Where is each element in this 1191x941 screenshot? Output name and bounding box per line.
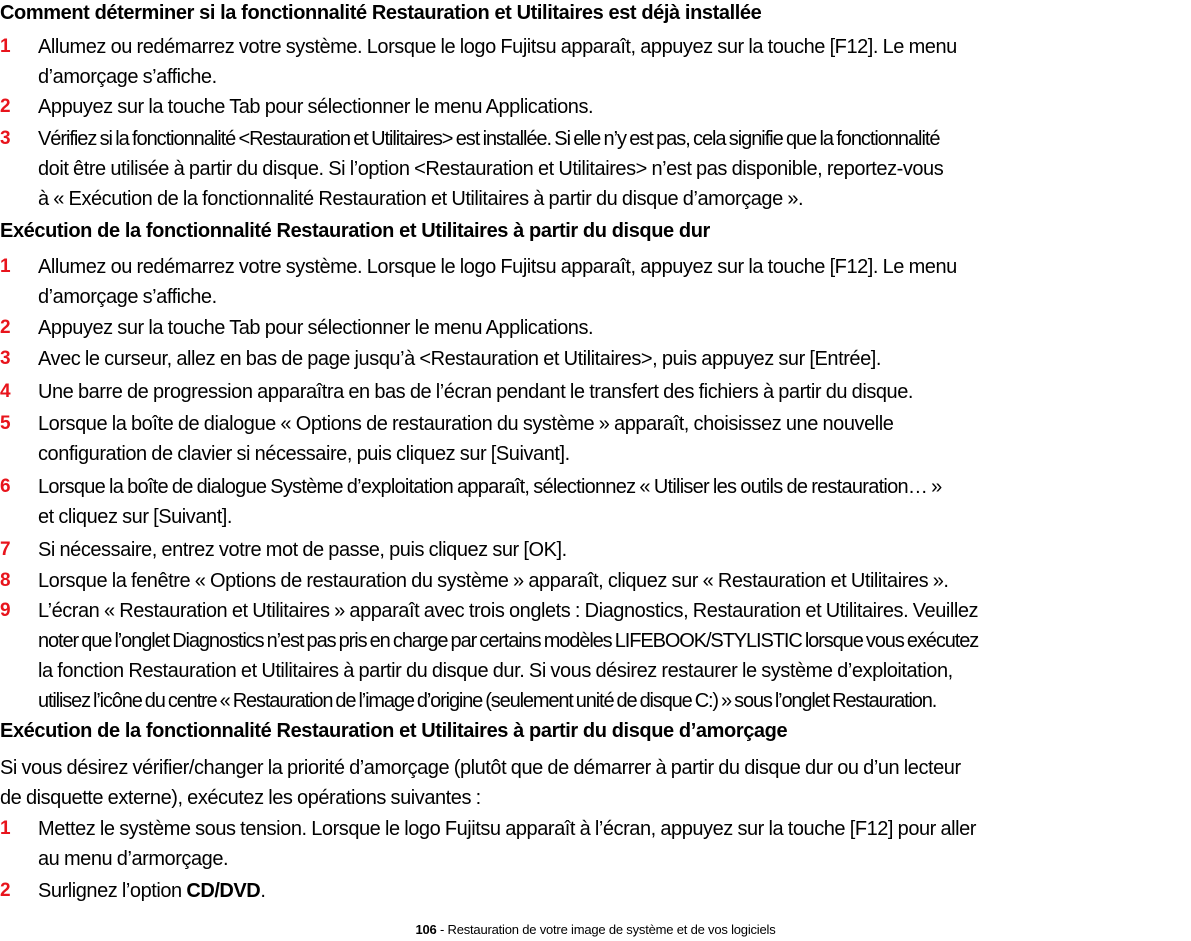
step-text: Une barre de progression apparaîtra en bas de l’écran pendant le transfert des fichiers à partir du disque.: [38, 381, 914, 403]
step-number: 7: [0, 539, 11, 560]
section-heading-hard-disk: Exécution de la fonctionnalité Restauration et Utilitaires à partir du disque dur: [0, 220, 710, 242]
step-number: 4: [0, 381, 11, 402]
list-item: [0, 252, 1191, 312]
step-number: 1: [0, 818, 11, 839]
step-text: Lorsque la boîte de dialogue « Options de restauration du système » apparaît, choisissez une nouvelle configuration de clavier si nécessaire, puis cliquez sur [Suivant].: [38, 413, 894, 465]
page-footer: [0, 920, 1191, 940]
step-text: Vérifiez si la fonctionnalité <Restauration et Utilitaires> est installée. Si elle n’y est pas, cela signifie que la fonctionnalité doit être utilisée à partir du disque. Si l’option <Restauration et Utilitaires> n’est pas disponible, reportez-vous à « Exécution de la fonctionnalité Restauration et Utilitaires à partir du disque d’amorçage ».: [38, 128, 944, 210]
page-number: 106: [415, 922, 437, 937]
intro-paragraph: Si vous désirez vérifier/changer la priorité d’amorçage (plutôt que de démarrer à partir du disque dur ou d’un lecteur de disquette externe), exécutez les opérations suivantes :: [0, 757, 961, 809]
step-text: Allumez ou redémarrez votre système. Lorsque le logo Fujitsu apparaît, appuyez sur la touche [F12]. Le menu d’amorçage s’affiche.: [38, 256, 957, 308]
step-number: 1: [0, 36, 11, 57]
step-text: Appuyez sur la touche Tab pour sélectionner le menu Applications.: [38, 317, 594, 339]
step-number: 2: [0, 96, 11, 117]
list-item: [0, 566, 1191, 596]
step-number: 6: [0, 476, 11, 497]
step-number: 3: [0, 348, 11, 369]
step-text: Allumez ou redémarrez votre système. Lorsque le logo Fujitsu apparaît, appuyez sur la touche [F12]. Le menu d’amorçage s’affiche.: [38, 36, 957, 88]
step-text: Lorsque la boîte de dialogue Système d’exploitation apparaît, sélectionnez « Utiliser les outils de restauration… » et cliquez sur [Suivant].: [38, 476, 942, 528]
list-item: [0, 409, 1191, 469]
list-item: [0, 535, 1191, 565]
list-item: [0, 32, 1191, 92]
step-text: Surlignez l’option CD/DVD.: [38, 880, 266, 902]
step-number: 2: [0, 317, 11, 338]
list-item: [0, 377, 1191, 407]
list-item: [0, 313, 1191, 343]
footer-separator: -: [436, 922, 448, 937]
list-item: [0, 596, 1191, 716]
list-item: [0, 92, 1191, 122]
step-text: L’écran « Restauration et Utilitaires » apparaît avec trois onglets : Diagnostics, Restauration et Utilitaires. Veuillez noter que l’onglet Diagnostics n’est pas pris en charge par certains modèles LIFEBOOK/STYLISTIC lorsque vous exécutez la fonction Restauration et Utilitaires à partir du disque dur. Si vous désirez restaurer le système d’exploitation, utilisez l’icône du centre « Restauration de l’image d’origine (seulement unité de disque C:) » sous l’onglet Restauration.: [38, 600, 979, 712]
step-text: Mettez le système sous tension. Lorsque le logo Fujitsu apparaît à l’écran, appuyez sur la touche [F12] pour aller au menu d’armorçage.: [38, 818, 977, 870]
step-text: Appuyez sur la touche Tab pour sélectionner le menu Applications.: [38, 96, 594, 118]
step-number: 2: [0, 880, 11, 901]
step-text: Si nécessaire, entrez votre mot de passe, puis cliquez sur [OK].: [38, 539, 567, 561]
step-number: 5: [0, 413, 11, 434]
list-item: [0, 876, 1191, 906]
list-item: [0, 124, 1191, 214]
step-number: 3: [0, 128, 11, 149]
step-text: Lorsque la fenêtre « Options de restauration du système » apparaît, cliquez sur « Restauration et Utilitaires ».: [38, 570, 949, 592]
footer-title: Restauration de votre image de système et de vos logiciels: [447, 922, 776, 937]
step-number: 8: [0, 570, 11, 591]
option-name: CD/DVD: [186, 880, 261, 902]
step-number: 9: [0, 600, 11, 621]
step-number: 1: [0, 256, 11, 277]
list-item: [0, 814, 1191, 874]
step-text: Avec le curseur, allez en bas de page jusqu’à <Restauration et Utilitaires>, puis appuyez sur [Entrée].: [38, 348, 881, 370]
list-item: [0, 344, 1191, 374]
section-heading-check-installed: Comment déterminer si la fonctionnalité Restauration et Utilitaires est déjà installée: [0, 2, 762, 24]
list-item: [0, 472, 1191, 532]
section-heading-boot-disk: Exécution de la fonctionnalité Restauration et Utilitaires à partir du disque d’amorçage: [0, 720, 788, 742]
